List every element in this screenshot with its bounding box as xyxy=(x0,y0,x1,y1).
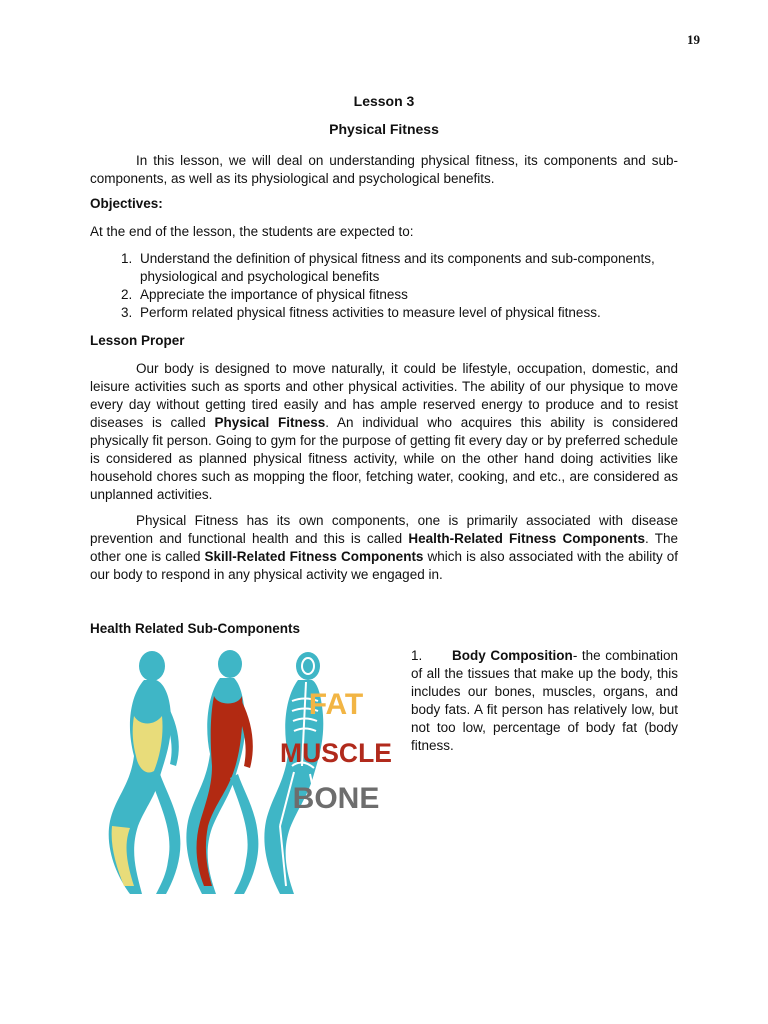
p1-bold-term: Physical Fitness xyxy=(214,415,326,430)
body-composition-term: Body Composition xyxy=(452,648,573,663)
lesson-proper-paragraph-2 xyxy=(90,512,678,584)
objectives-heading: Objectives: xyxy=(90,196,163,211)
objectives-lead: At the end of the lesson, the students are expected to: xyxy=(90,224,414,239)
lesson-title: Physical Fitness xyxy=(329,121,439,137)
p2-text-b: . The other one is called xyxy=(90,531,678,564)
health-section-heading: Health Related Sub-Components xyxy=(90,621,301,636)
body-composition-figure xyxy=(90,646,398,896)
p1-text-a: Our body is designed to move naturally, it could be lifestyle, occupation, domestic, and leisure activities such as sports and other physical activities. The ability of our physique to move every day without getting tired easily and has ample reserved energy to produce and to resist diseases is called xyxy=(90,361,678,430)
p2-bold-term-1: Health-Related Fitness Components xyxy=(408,531,646,546)
item-number: 1. xyxy=(411,648,423,663)
intro-paragraph: In this lesson, we will deal on understanding physical fitness, its components and sub-components, as well as its physiological and psychological benefits. xyxy=(90,153,678,186)
objective-item-3: 3. Perform related physical fitness activities to measure level of physical fitness. xyxy=(136,304,704,322)
lesson-proper-paragraph-1 xyxy=(90,360,678,504)
figure-word-fat: FAT xyxy=(308,688,364,721)
page-number: 19 xyxy=(687,32,700,47)
p1-text-b: . An individual who acquires this ability is considered physically fit person. Going to gym for the purpose of getting fit every day or by preferred schedule is considered as planned physical fitness activity, while on the other hand doing activities like household chores such as mopping the floor, fetching water, cooking, and etc., are considered as unplanned activities. xyxy=(90,415,678,502)
p2-text-c: which is also associated with the ability of our body to respond in any physical activity we engaged in. xyxy=(90,549,679,582)
objectives-list xyxy=(112,250,704,322)
p2-bold-term-2: Skill-Related Fitness Components xyxy=(204,549,424,564)
objective-item-1: 1. Understand the definition of physical fitness and its components and sub-components, physiological and psychological benefits xyxy=(136,250,704,286)
lesson-proper-heading: Lesson Proper xyxy=(90,333,185,348)
body-composition-item xyxy=(411,647,678,755)
p2-text-a: Physical Fitness has its own components, one is primarily associated with disease prevention and functional health and this is called xyxy=(90,513,678,546)
figure-word-muscle: MUSCLE xyxy=(280,738,392,768)
lesson-label: Lesson 3 xyxy=(353,93,415,109)
figure-word-bone: BONE xyxy=(292,782,380,815)
objective-item-2: 2. Appreciate the importance of physical fitness xyxy=(136,286,704,304)
body-composition-text: - the combination of all the tissues that make up the body, this includes our bones, muscles, organs, and body fats. A fit person has relatively low, but not too low, percentage of body fat (body fitness. xyxy=(411,648,678,753)
